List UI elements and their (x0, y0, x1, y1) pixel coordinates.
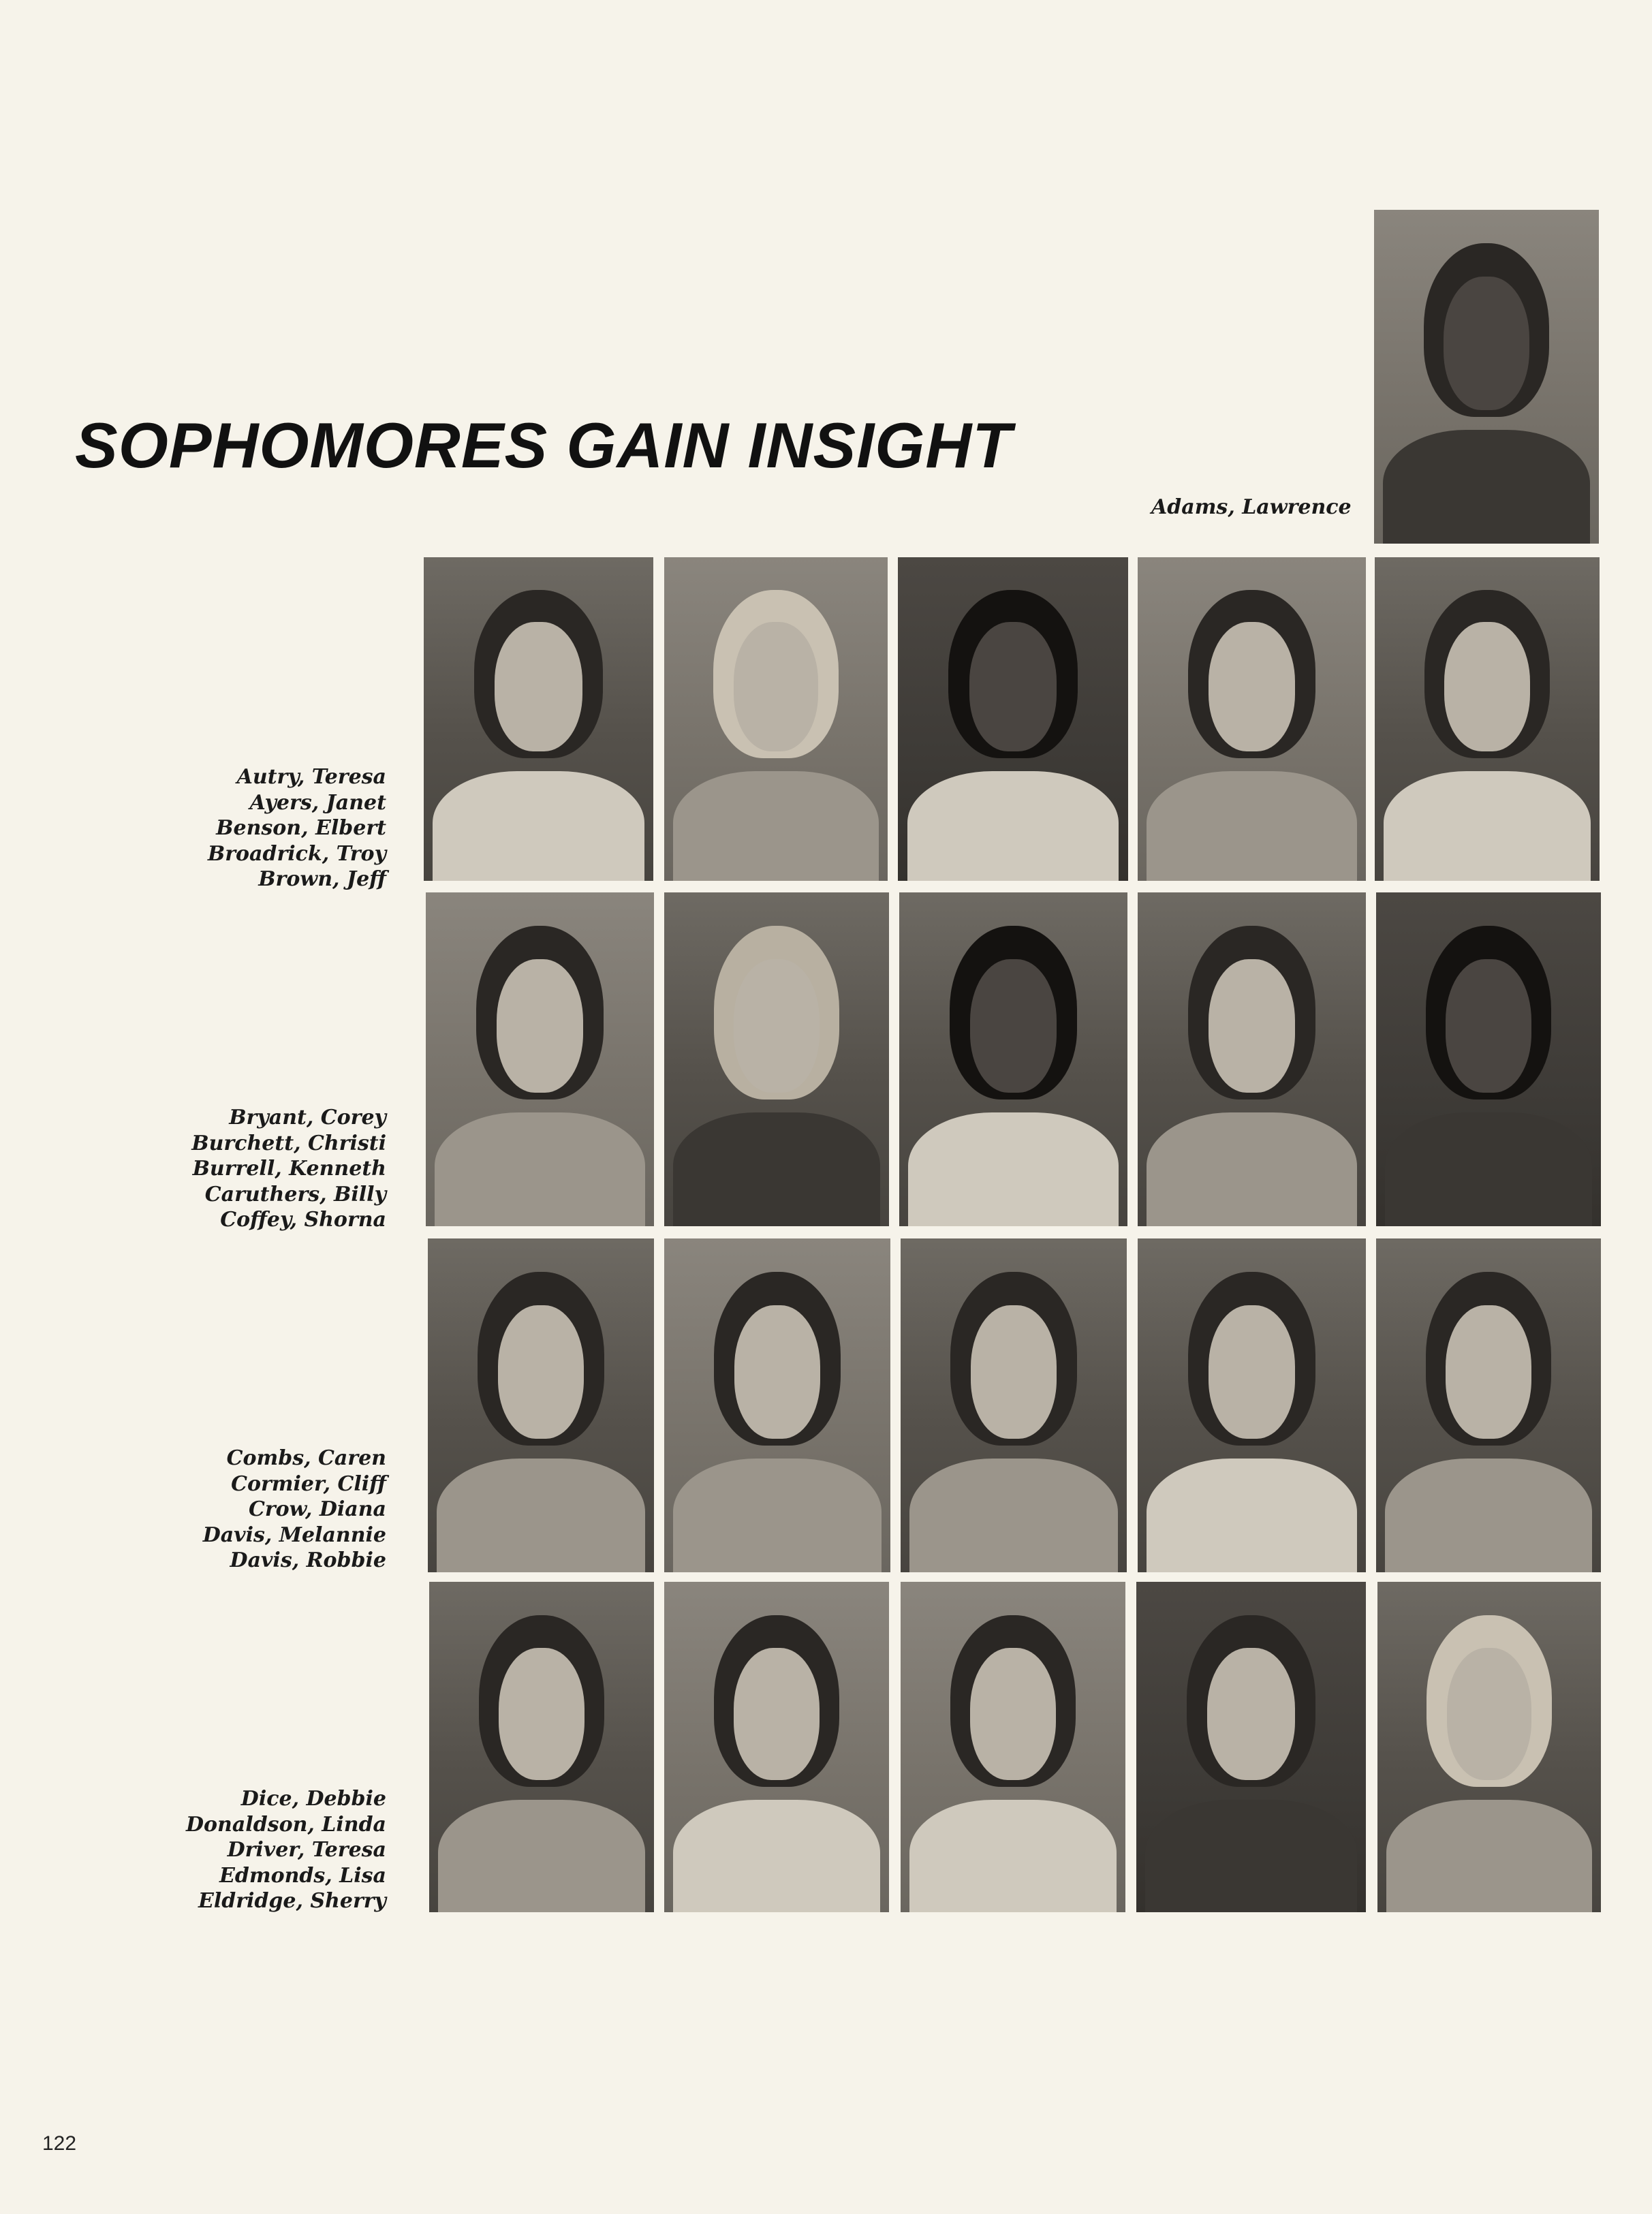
portrait-photo (428, 1238, 654, 1572)
name-list-row-4 (123, 1786, 386, 1914)
student-name: Combs, Caren (226, 1446, 386, 1470)
student-name: Caruthers, Billy (204, 1182, 386, 1206)
student-name: Crow, Diana (248, 1497, 386, 1521)
student-name: Edmonds, Lisa (219, 1863, 386, 1888)
portrait-photo (424, 557, 653, 881)
portrait-photo (901, 1582, 1125, 1912)
portrait-photo (1377, 1582, 1601, 1912)
student-name: Bryant, Corey (229, 1106, 386, 1129)
portrait-photo (1136, 1582, 1366, 1912)
portrait-photo (901, 1238, 1127, 1572)
student-name: Davis, Robbie (230, 1548, 386, 1572)
page-number: 122 (42, 2132, 77, 2155)
student-name: Cormier, Cliff (231, 1471, 386, 1496)
portrait-photo (429, 1582, 654, 1912)
student-name: Burchett, Christi (191, 1131, 386, 1155)
student-name: Dice, Debbie (240, 1787, 386, 1811)
portrait-photo (1376, 1238, 1601, 1572)
portrait-photo (664, 557, 888, 881)
student-name: Broadrick, Troy (207, 841, 386, 866)
student-name: Driver, Teresa (227, 1838, 386, 1862)
name-list-row-3 (123, 1446, 386, 1574)
student-name: Brown, Jeff (258, 867, 386, 891)
student-name: Ayers, Janet (249, 790, 386, 815)
portrait-photo (898, 557, 1128, 881)
portrait-photo (426, 892, 654, 1226)
portrait-photo (664, 1582, 889, 1912)
student-name: Benson, Elbert (216, 816, 386, 840)
portrait-photo (664, 1238, 890, 1572)
portrait-photo (1138, 1238, 1366, 1572)
name-list-row-1 (123, 764, 386, 892)
student-name: Donaldson, Linda (186, 1812, 386, 1837)
portrait-photo (899, 892, 1127, 1226)
featured-name-label: Adams, Lawrence (1151, 495, 1352, 519)
name-list-row-2 (123, 1105, 386, 1233)
page-headline: SOPHOMORES GAIN INSIGHT (75, 409, 1012, 481)
portrait-photo (664, 892, 889, 1226)
student-name: Coffey, Shorna (220, 1208, 386, 1232)
student-name: Davis, Melannie (202, 1523, 386, 1547)
student-name: Autry, Teresa (236, 765, 386, 789)
student-name: Burrell, Kenneth (192, 1157, 386, 1181)
student-name: Eldridge, Sherry (198, 1889, 386, 1913)
portrait-photo (1138, 892, 1366, 1226)
portrait-photo (1375, 557, 1600, 881)
portrait-photo-featured (1374, 210, 1599, 544)
portrait-photo (1376, 892, 1601, 1226)
portrait-photo (1138, 557, 1366, 881)
